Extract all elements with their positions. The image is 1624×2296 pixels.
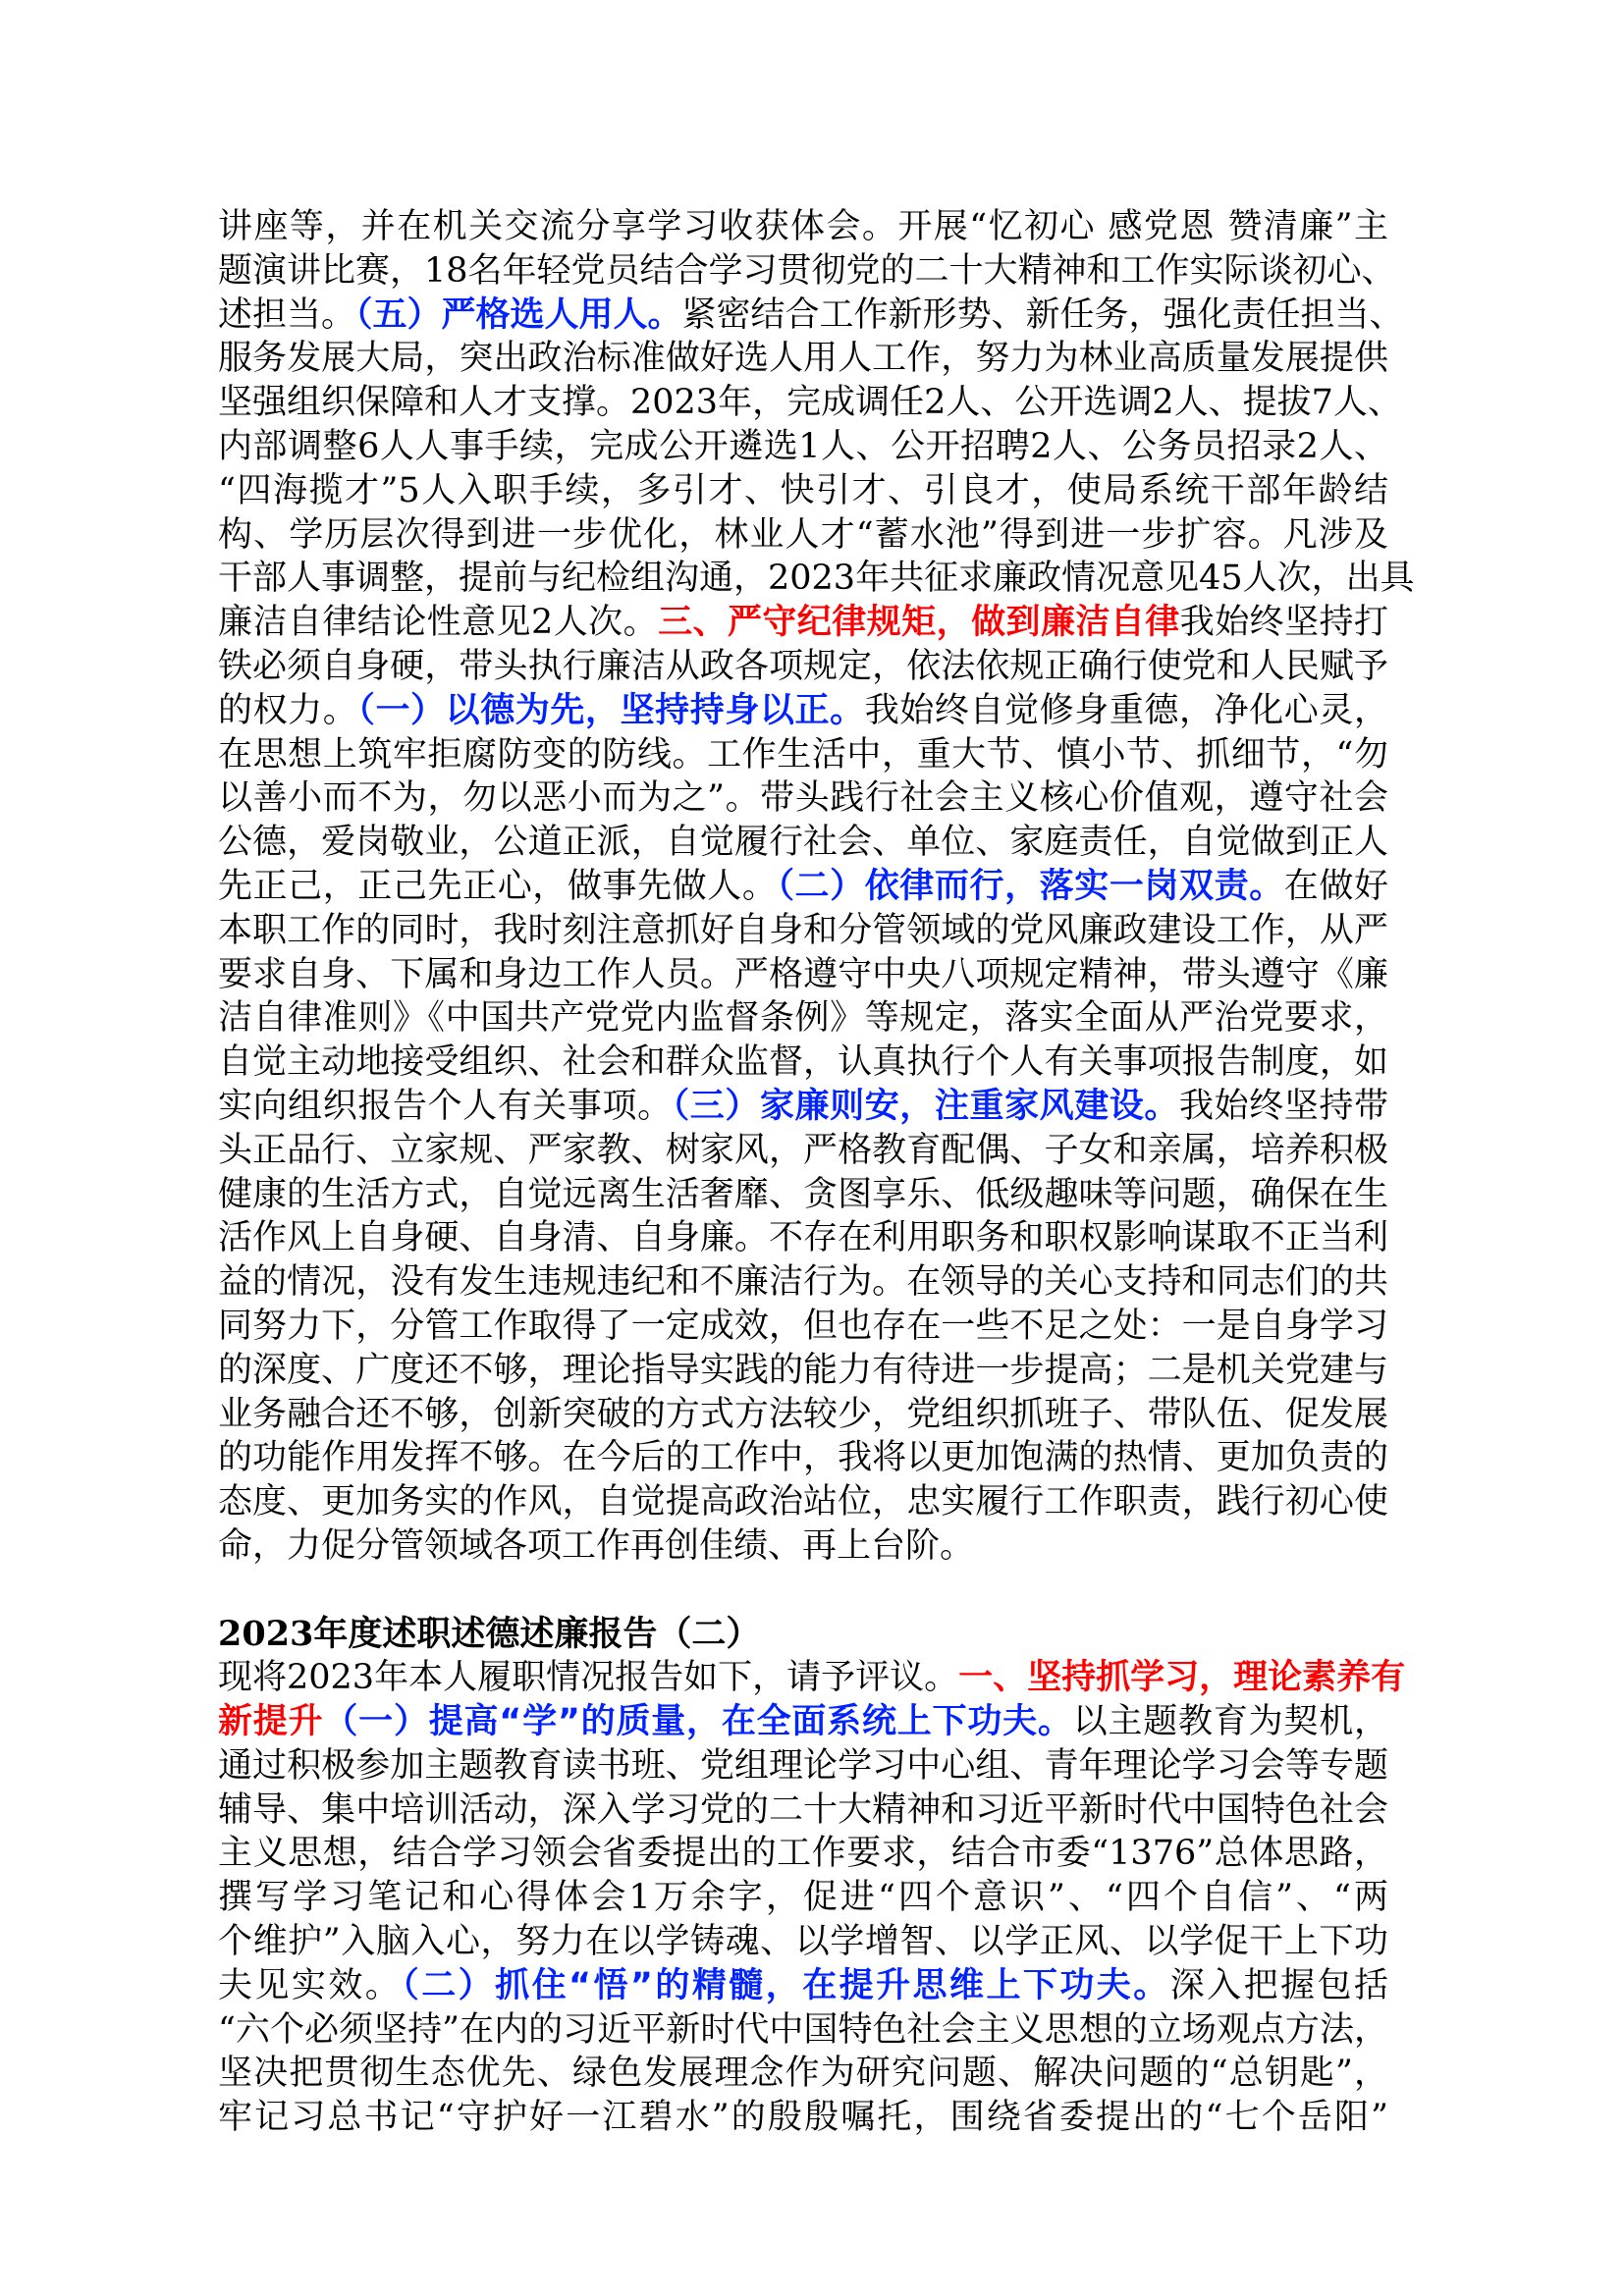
body-text: 实向组织报告个人有关事项。 [218,1086,673,1126]
subsection-heading-blue: （五）严格选人用人。 [355,294,682,335]
text-line [218,601,1388,645]
subsection-heading-blue: （二）抓住“悟”的精髓，在提升思维上下功夫。 [402,1965,1170,2005]
body-text: 命，力促分管领域各项工作再创佳绩、再上台阶。 [218,1525,975,1566]
body-text: 态度、更加务实的作风，自觉提高政治站位，忠实履行工作职责，践行初心使 [218,1482,1388,1522]
body-text: 紧密结合工作新形势、新任务，强化责任担当、 [681,294,1404,335]
body-text: 铁必须自身硬，带头执行廉洁从政各项规定，依法依规正确行使党和人民赋予 [218,646,1388,686]
body-text: 题演讲比赛，18名年轻党员结合学习贯彻党的二十大精神和工作实际谈初心、 [218,250,1396,291]
subsection-heading-blue: （一）以德为先，坚持持身以正。 [357,690,865,730]
body-text: 先正己，正己先正心，做事先做人。 [218,866,778,906]
section-heading-red: 新提升 [218,1702,324,1742]
text-line [218,205,1388,249]
report-section-2-title: 2023年度述职述德述廉报告（二） [218,1613,761,1654]
text-line [218,1744,1388,1789]
body-text: “四海揽才”5人入职手续，多引才、快引才、引良才，使局系统干部年龄结 [218,470,1388,510]
body-text: 以善小而不为，勿以恶小而为之”。带头践行社会主义核心价值观，遵守社会 [218,778,1388,819]
text-line [218,909,1388,953]
body-text: 头正品行、立家规、严家教、树家风，严格教育配偶、子女和亲属，培养积极 [218,1130,1388,1170]
text-line [218,1920,1388,1964]
document-page [218,205,1415,2140]
body-text: 讲座等，并在机关交流分享学习收获体会。开展“忆初心 感党恩 赞清廉”主 [218,207,1388,246]
body-text: 坚强组织保障和人才支撑。2023年，完成调任2人、公开选调2人、提拔7人、 [218,383,1402,423]
text-line [218,1216,1388,1260]
body-text: 现将2023年本人履职情况报告如下，请予评议。 [218,1658,959,1698]
text-line [218,1700,1388,1744]
subsection-heading-blue: （一）提高“学”的质量，在全面系统上下功夫。 [323,1702,1073,1742]
text-line [218,1789,1388,1833]
text-line [218,1393,1388,1437]
text-line [218,381,1402,425]
body-text: 健康的生活方式，自觉远离生活奢靡、贪图享乐、低级趣味等问题，确保在生 [218,1174,1388,1214]
text-line [218,645,1388,689]
body-text: 益的情况，没有发生违规违纪和不廉洁行为。在领导的关心支持和同志们的共 [218,1262,1388,1303]
text-line [218,1480,1388,1524]
text-line [218,865,1388,909]
text-line [218,1173,1388,1217]
blank-line [218,1569,1388,1613]
text-line [218,294,1404,338]
body-text: 在做好 [1283,866,1388,906]
text-line [218,776,1388,821]
text-line [218,2096,1388,2140]
body-text: 业务融合还不够，创新突破的方式方法较少，党组织抓班子、带队伍、促发展 [218,1394,1388,1434]
body-text: 个维护”入脑入心，努力在以学铸魂、以学增智、以学正风、以学促干上下功 [218,1922,1388,1962]
report-section-1-body [218,205,1415,1569]
text-line [218,425,1388,469]
text-line [218,337,1388,381]
body-text: 要求自身、下属和身边工作人员。严格遵守中央八项规定精神，带头遵守《廉 [218,954,1388,994]
text-line [218,1656,1406,1700]
text-line [218,1305,1388,1349]
subsection-heading-blue: （二）依律而行，落实一岗双责。 [777,866,1284,906]
text-line [218,1832,1388,1876]
body-text: 通过积极参加主题教育读书班、党组理论学习中心组、青年理论学习会等专题 [218,1745,1388,1786]
section-heading-red: 一、坚持抓学习，理论素养有 [958,1658,1406,1698]
body-text: 我始终自觉修身重德，净化心灵， [864,690,1388,730]
text-line [218,1041,1388,1085]
body-text: “六个必须坚持”在内的习近平新时代中国特色社会主义思想的立场观点方法， [218,2009,1388,2050]
text-line [218,996,1388,1041]
text-line [218,1524,1388,1569]
body-text: 的功能作用发挥不够。在今后的工作中，我将以更加饱满的热情、更加负责的 [218,1438,1388,1478]
body-text: 廉洁自律结论性意见2人次。 [218,603,659,643]
body-text: 公德，爱岗敬业，公道正派，自觉履行社会、单位、家庭责任，自觉做到正人 [218,823,1388,863]
body-text: 的深度、广度还不够，理论指导实践的能力有待进一步提高；二是机关党建与 [218,1350,1388,1390]
body-text: 述担当。 [218,294,356,335]
body-text: 撰写学习笔记和心得体会1万余字，促进“四个意识”、“四个自信”、“两 [218,1878,1388,1918]
body-text: 深入把握包括 [1169,1965,1388,2005]
body-text: 服务发展大局，突出政治标准做好选人用人工作，努力为林业高质量发展提供 [218,339,1388,379]
subsection-heading-blue: （三）家廉则安，注重家风建设。 [672,1086,1180,1126]
text-line [218,2008,1388,2053]
text-line [218,953,1388,997]
body-text: 我始终坚持打 [1179,603,1388,643]
text-line [218,1260,1388,1305]
body-text: 同努力下，分管工作取得了一定成效，但也存在一些不足之处：一是自身学习 [218,1306,1388,1346]
text-line [218,2052,1388,2096]
body-text: 洁自律准则》《中国共产党党内监督条例》等规定，落实全面从严治党要求， [218,998,1388,1039]
body-text: 构、学历层次得到进一步优化，林业人才“蓄水池”得到进一步扩容。凡涉及 [218,514,1388,555]
text-line [218,469,1388,513]
report-section-2-body [218,1656,1406,2140]
section-heading-red: 三、严守纪律规矩，做到廉洁自律 [658,603,1180,643]
text-line [218,821,1388,865]
body-text: 自觉主动地接受组织、社会和群众监督，认真执行个人有关事项报告制度，如 [218,1042,1388,1083]
text-line [218,513,1388,558]
body-text: 的权力。 [218,690,358,730]
body-text: 我始终坚持带 [1179,1086,1388,1126]
body-text: 夫见实效。 [218,1965,403,2005]
text-line [218,557,1415,601]
text-line [218,249,1396,294]
body-text: 内部调整6人人事手续，完成公开遴选1人、公开招聘2人、公务员招录2人、 [218,426,1388,466]
body-text: 牢记习总书记“守护好一江碧水”的殷殷嘱托，围绕省委提出的“七个岳阳” [218,2098,1388,2138]
body-text: 活作风上自身硬、自身清、自身廉。不存在利用职务和职权影响谋取不正当利 [218,1218,1388,1258]
text-line [218,1436,1388,1480]
body-text: 以主题教育为契机， [1072,1702,1388,1742]
body-text: 主义思想，结合学习领会省委提出的工作要求，结合市委“1376”总体思路， [218,1834,1388,1874]
text-line [218,1964,1388,2008]
text-line [218,733,1388,777]
text-line [218,1129,1388,1173]
text-line [218,1349,1388,1393]
body-text: 辅导、集中培训活动，深入学习党的二十大精神和习近平新时代中国特色社会 [218,1789,1388,1830]
text-line [218,1085,1388,1129]
text-line [218,689,1388,733]
body-text: 在思想上筑牢拒腐防变的防线。工作生活中，重大节、慎小节、抓细节，“勿 [218,734,1388,774]
body-text: 坚决把贯彻生态优先、绿色发展理念作为研究问题、解决问题的“总钥匙”， [218,2054,1388,2094]
body-text: 干部人事调整，提前与纪检组沟通，2023年共征求廉政情况意见45人次，出具 [218,559,1415,599]
text-line [218,1876,1388,1920]
body-text: 本职工作的同时，我时刻注意抓好自身和分管领域的党风廉政建设工作，从严 [218,910,1388,950]
